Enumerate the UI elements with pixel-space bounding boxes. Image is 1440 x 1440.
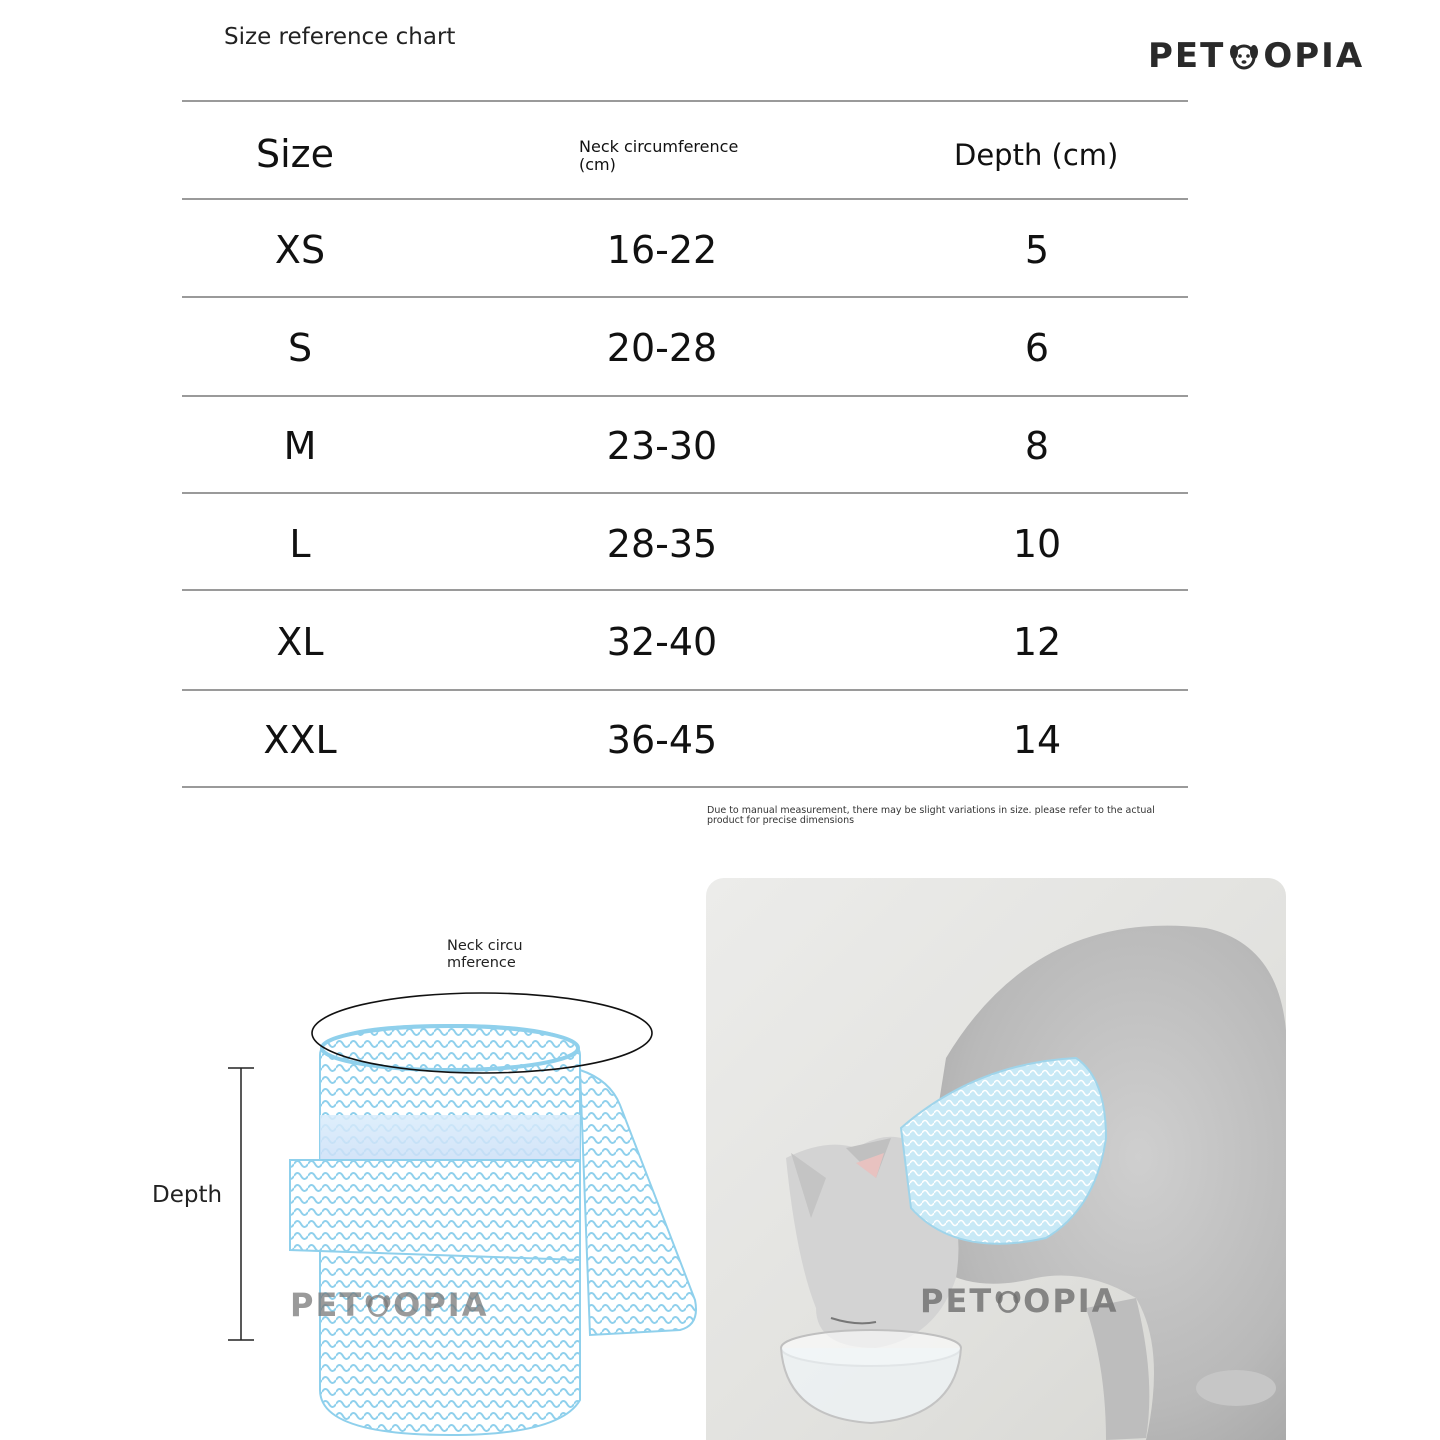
cat-photo: [706, 878, 1286, 1440]
header-size: Size: [256, 132, 335, 176]
brand-logo: [1148, 36, 1364, 76]
dog-face-icon: [993, 1286, 1023, 1316]
neck-cell: 28-35: [606, 522, 718, 566]
measurement-note: Due to manual measurement, there may be slight variations in size. please refer to the actual product for precise dimensions: [707, 805, 1155, 826]
watermark-logo: PET OPIA: [290, 1286, 489, 1324]
size-cell: XXL: [263, 718, 337, 762]
cat-illustration: [706, 878, 1286, 1440]
neck-circumference-label: Neck circu mference: [447, 938, 523, 971]
size-cell: S: [287, 326, 313, 370]
brand-suffix: OPIA: [1263, 36, 1365, 76]
depth-cell: 8: [1024, 424, 1050, 468]
neck-cell: 36-45: [606, 718, 718, 762]
neck-cell: 32-40: [606, 620, 718, 664]
depth-cell: 6: [1024, 326, 1050, 370]
depth-cell: 5: [1024, 228, 1050, 272]
size-cell: XL: [276, 620, 324, 664]
collar-diagram: [140, 930, 700, 1440]
dog-face-icon: [1227, 39, 1261, 73]
watermark-logo: PET OPIA: [920, 1282, 1119, 1320]
collar-illustration: [140, 930, 700, 1440]
brand-prefix: PET: [1148, 36, 1226, 76]
neck-cell: 16-22: [606, 228, 718, 272]
size-cell: L: [289, 522, 311, 566]
header-depth: Depth (cm): [954, 138, 1119, 172]
neck-cell: 23-30: [606, 424, 718, 468]
neck-cell: 20-28: [606, 326, 718, 370]
size-cell: XS: [274, 228, 326, 272]
depth-cell: 12: [1012, 620, 1062, 664]
header-neck: Neck circumference (cm): [579, 137, 739, 174]
size-cell: M: [283, 424, 317, 468]
depth-cell: 10: [1012, 522, 1062, 566]
depth-label: Depth: [152, 1182, 223, 1208]
depth-cell: 14: [1012, 718, 1062, 762]
size-chart-caption: Size reference chart: [224, 24, 456, 50]
dog-face-icon: [363, 1290, 393, 1320]
